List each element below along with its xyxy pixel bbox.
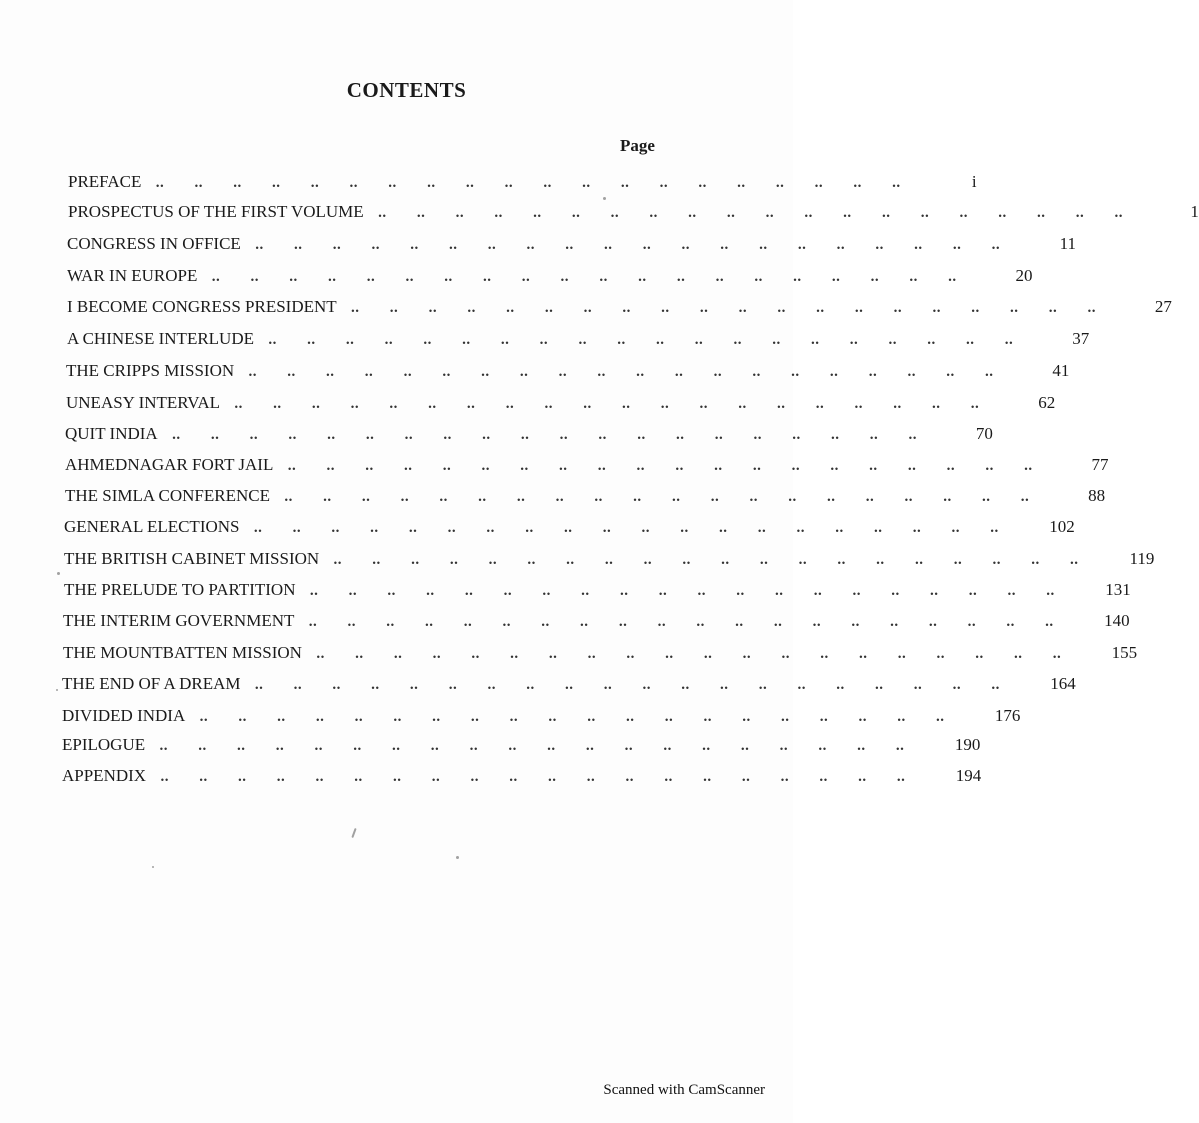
toc-leader-dots: ‥‥‥‥‥‥‥‥‥‥‥‥‥‥‥‥‥‥‥‥ — [254, 237, 1031, 252]
toc-leader-dots: ‥‥‥‥‥‥‥‥‥‥‥‥‥‥‥‥‥‥‥‥ — [309, 583, 1085, 598]
toc-leader-dots: ‥‥‥‥‥‥‥‥‥‥‥‥‥‥‥‥‥‥‥‥ — [211, 269, 987, 284]
toc-leader-dots: ‥‥‥‥‥‥‥‥‥‥‥‥‥‥‥‥‥‥‥‥ — [283, 489, 1060, 504]
toc-entry-page-number: 164 — [1050, 674, 1076, 693]
toc-entry-page-number: 176 — [994, 706, 1021, 725]
toc-entry-title: THE BRITISH CABINET MISSION — [64, 549, 320, 568]
toc-leader-dots: ‥‥‥‥‥‥‥‥‥‥‥‥‥‥‥‥‥‥‥‥ — [350, 300, 1126, 315]
toc-entry — [63, 611, 1130, 635]
scan-speck — [152, 866, 154, 868]
toc-entry-title: UNEASY INTERVAL — [66, 393, 220, 412]
toc-entry — [62, 735, 981, 759]
toc-entry-page-number: i — [971, 172, 977, 191]
toc-entry-page-number: 27 — [1154, 297, 1172, 316]
toc-entry-page-number: 119 — [1129, 549, 1155, 568]
toc-entry-title: THE CRIPPS MISSION — [66, 361, 235, 380]
toc-entry-page-number: 41 — [1052, 361, 1070, 380]
page-column-label: Page — [620, 136, 655, 155]
toc-leader-dots: ‥‥‥‥‥‥‥‥‥‥‥‥‥‥‥‥‥‥‥‥ — [377, 205, 1153, 220]
toc-entry — [64, 549, 1155, 573]
toc-entry-page-number: 131 — [1105, 580, 1131, 599]
toc-entry-title: AHMEDNAGAR FORT JAIL — [65, 455, 274, 474]
toc-entry-page-number: 140 — [1104, 611, 1130, 630]
toc-entry — [62, 706, 1021, 730]
toc-entry-title: THE END OF A DREAM — [62, 674, 241, 693]
toc-entry-page-number: 1 — [1190, 202, 1199, 221]
toc-entry — [63, 643, 1138, 667]
toc-leader-dots: ‥‥‥‥‥‥‥‥‥‥‥‥‥‥‥‥‥‥‥‥ — [234, 396, 1010, 411]
toc-leader-dots: ‥‥‥‥‥‥‥‥‥‥‥‥‥‥‥‥‥‥‥‥ — [159, 738, 935, 753]
toc-entry-title: PREFACE — [68, 172, 142, 191]
toc-leader-dots: ‥‥‥‥‥‥‥‥‥‥‥‥‥‥‥‥‥‥‥‥ — [160, 769, 936, 784]
toc-entry — [66, 393, 1056, 417]
toc-entry — [67, 297, 1172, 321]
toc-entry-page-number: 62 — [1038, 393, 1056, 412]
toc-entry-page-number: 88 — [1088, 486, 1106, 505]
toc-leader-dots: ‥‥‥‥‥‥‥‥‥‥‥‥‥‥‥‥‥‥‥‥ — [253, 520, 1029, 535]
toc-entry — [65, 455, 1109, 479]
toc-entry-page-number: 155 — [1111, 643, 1138, 662]
toc-entry-page-number: 77 — [1091, 455, 1109, 474]
toc-entry-title: THE PRELUDE TO PARTITION — [64, 580, 296, 599]
scan-speck — [56, 689, 58, 691]
toc-entry-title: DIVIDED INDIA — [62, 706, 186, 725]
toc-entry — [67, 329, 1090, 353]
toc-entry — [64, 580, 1131, 604]
scan-speck — [456, 856, 459, 859]
toc-leader-dots: ‥‥‥‥‥‥‥‥‥‥‥‥‥‥‥‥‥‥‥‥ — [308, 614, 1084, 629]
toc-entry-title: QUIT INDIA — [65, 424, 158, 443]
toc-leader-dots: ‥‥‥‥‥‥‥‥‥‥‥‥‥‥‥‥‥‥‥‥ — [315, 646, 1092, 661]
toc-entry-page-number: 37 — [1072, 329, 1090, 348]
toc-entry — [68, 172, 977, 196]
toc-entry — [64, 517, 1075, 541]
toc-entry-page-number: 190 — [954, 735, 981, 754]
toc-entry — [67, 234, 1077, 258]
toc-entry-page-number: 20 — [1015, 266, 1033, 285]
toc-entry-title: THE INTERIM GOVERNMENT — [63, 611, 295, 630]
scan-speck — [603, 197, 606, 200]
toc-entry-title: APPENDIX — [62, 766, 147, 785]
toc-entry-page-number: 194 — [955, 766, 982, 785]
scan-speck — [57, 572, 60, 575]
toc-entry-title: CONGRESS IN OFFICE — [67, 234, 241, 253]
toc-entry-title: A CHINESE INTERLUDE — [67, 329, 254, 348]
scanner-watermark: Scanned with CamScanner — [603, 1082, 765, 1098]
toc-entry-page-number: 70 — [975, 424, 993, 443]
toc-entry — [67, 266, 1033, 290]
toc-entry — [66, 361, 1070, 385]
toc-leader-dots: ‥‥‥‥‥‥‥‥‥‥‥‥‥‥‥‥‥‥‥‥ — [287, 458, 1063, 473]
toc-leader-dots: ‥‥‥‥‥‥‥‥‥‥‥‥‥‥‥‥‥‥‥‥ — [171, 427, 947, 442]
toc-entry-title: THE MOUNTBATTEN MISSION — [63, 643, 302, 662]
toc-entry-title: THE SIMLA CONFERENCE — [65, 486, 270, 505]
toc-leader-dots: ‥‥‥‥‥‥‥‥‥‥‥‥‥‥‥‥‥‥‥‥ — [199, 709, 975, 724]
toc-leader-dots: ‥‥‥‥‥‥‥‥‥‥‥‥‥‥‥‥‥‥‥‥ — [254, 677, 1030, 692]
toc-entry — [62, 674, 1076, 698]
toc-entry-title: EPILOGUE — [62, 735, 146, 754]
toc-entry-title: PROSPECTUS OF THE FIRST VOLUME — [68, 202, 364, 221]
toc-leader-dots: ‥‥‥‥‥‥‥‥‥‥‥‥‥‥‥‥‥‥‥‥ — [248, 364, 1024, 379]
toc-entry-page-number: 11 — [1059, 234, 1077, 253]
toc-leader-dots: ‥‥‥‥‥‥‥‥‥‥‥‥‥‥‥‥‥‥‥‥ — [267, 332, 1044, 347]
toc-entry-page-number: 102 — [1049, 517, 1075, 536]
toc-leader-dots: ‥‥‥‥‥‥‥‥‥‥‥‥‥‥‥‥‥‥‥‥ — [155, 175, 931, 190]
toc-entry-title: I BECOME CONGRESS PRESIDENT — [67, 297, 337, 316]
toc-entry — [68, 202, 1199, 226]
toc-entry-title: GENERAL ELECTIONS — [64, 517, 240, 536]
toc-entry — [65, 486, 1106, 510]
contents-heading: CONTENTS — [346, 78, 467, 102]
toc-entry — [62, 766, 982, 790]
toc-leader-dots: ‥‥‥‥‥‥‥‥‥‥‥‥‥‥‥‥‥‥‥‥ — [333, 552, 1109, 567]
toc-entry-title: WAR IN EUROPE — [67, 266, 198, 285]
toc-entry — [65, 424, 993, 448]
